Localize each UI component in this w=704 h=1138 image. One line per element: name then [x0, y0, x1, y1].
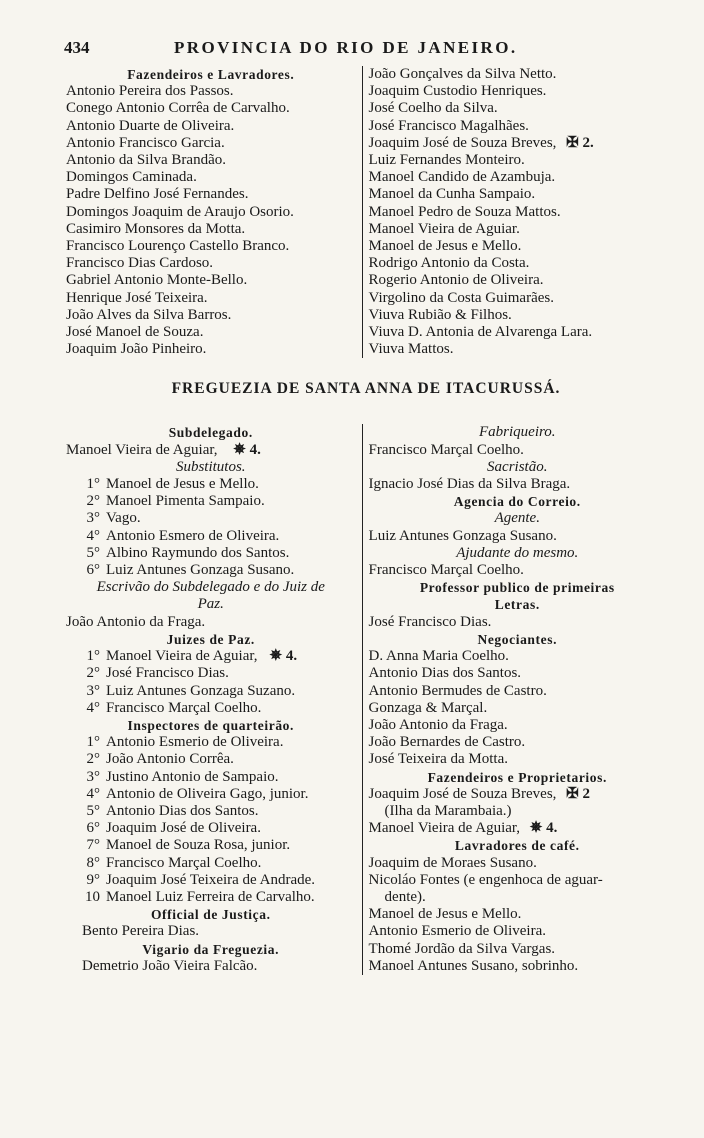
list-item: Nicoláo Fontes (e engenhoca de aguar-: [368, 871, 603, 888]
subdelegado-name: [66, 442, 356, 459]
list-item: Henrique José Teixeira.: [66, 289, 208, 306]
person-name: Manoel Vieira de Aguiar,: [66, 441, 218, 458]
list-item: [66, 648, 356, 665]
person-name: Manoel de Jesus e Mello.: [106, 476, 259, 493]
list-item: Antonio Dias dos Santos.: [368, 665, 522, 682]
professor-heading-cont: Letras.: [494, 597, 540, 613]
ordinal: 4°: [86, 785, 100, 802]
list-item: [369, 820, 666, 837]
running-header: [66, 38, 666, 66]
order-cross-icon: ✠ 2: [566, 785, 590, 802]
list-item: Francisco Lourenço Castello Branco.: [66, 238, 290, 255]
list-item: Antonio Esmerio de Oliveira.: [368, 923, 546, 940]
ordinal: 7°: [86, 837, 100, 854]
list-item: Rogerio Antonio de Oliveira.: [368, 272, 544, 289]
list-item: Antonio Bermudes de Castro.: [368, 682, 547, 699]
list-item: Padre Delfino José Fernandes.: [66, 186, 249, 203]
parish-section: [66, 424, 666, 975]
person-name: Antonio Esmerio de Oliveira.: [106, 734, 284, 751]
list-item: José Coelho da Silva.: [368, 100, 498, 117]
list-item: João Bernardes de Castro.: [368, 734, 526, 751]
list-item: [369, 135, 666, 152]
ordinal: 1°: [86, 648, 100, 665]
list-item: Manoel de Jesus e Mello.: [368, 906, 522, 923]
list-item: Joaquim Custodio Henriques.: [368, 83, 547, 100]
person-name: Albino Raymundo dos Santos.: [106, 544, 290, 561]
person-name: Manoel Vieira de Aguiar,: [368, 820, 521, 837]
sacristao-heading: Sacristão.: [487, 458, 548, 475]
list-item: Antonio Pereira dos Passos.: [66, 83, 234, 100]
list-item: Antonio Duarte de Oliveira.: [66, 117, 235, 134]
list-item: [66, 786, 356, 803]
juizes-heading: Juizes de Paz.: [166, 631, 255, 647]
subdelegado-heading: Subdelegado.: [168, 425, 253, 441]
list-item: [66, 510, 356, 527]
person-name: Antonio Dias dos Santos.: [106, 802, 259, 819]
substitutos-heading: Substitutos.: [175, 458, 246, 475]
person-name: Manoel Luiz Ferreira de Carvalho.: [106, 888, 315, 905]
ordinal: 8°: [86, 854, 100, 871]
ordinal: 2°: [86, 665, 100, 682]
list-item-cont: dente).: [384, 888, 426, 905]
ordinal: 1°: [86, 734, 100, 751]
fazendeiros-heading: Fazendeiros e Lavradores.: [127, 67, 295, 82]
person-name: Justino Antonio de Sampaio.: [106, 768, 279, 785]
list-item: João Alves da Silva Barros.: [66, 306, 232, 323]
list-item: [66, 837, 356, 854]
fazendeiros-proprietarios-heading: Fazendeiros e Proprietarios.: [427, 769, 607, 785]
top-right-column: [362, 66, 666, 358]
list-item: Joaquim João Pinheiro.: [66, 341, 207, 358]
list-item: Viuva D. Antonia de Alvarenga Lara.: [368, 324, 593, 341]
negociantes-heading: Negociantes.: [477, 631, 558, 647]
professor-heading: Professor publico de primeiras: [419, 580, 615, 596]
list-item: Virgolino da Costa Guimarães.: [368, 289, 554, 306]
ordinal: 3°: [86, 510, 100, 527]
parish-right-column: [362, 424, 666, 975]
page-title: PROVINCIA DO RIO DE JANEIRO.: [174, 38, 518, 57]
person-name: Vago.: [106, 510, 141, 527]
ordinal: 10: [85, 888, 100, 905]
page-number: 434: [64, 38, 90, 57]
list-item: [66, 562, 356, 579]
ordinal: 3°: [86, 768, 100, 785]
breves-name: Joaquim José de Souza Breves,: [368, 134, 557, 151]
ajudante-heading: Ajudante do mesmo.: [456, 544, 579, 561]
list-item: [369, 786, 666, 803]
list-item: João Gonçalves da Silva Netto.: [368, 66, 557, 82]
list-item: [66, 855, 356, 872]
vigario-name: Demetrio João Vieira Falcão.: [82, 957, 258, 974]
list-item: Francisco Dias Cardoso.: [66, 255, 214, 272]
agente-name: Luiz Antunes Gonzaga Susano.: [368, 527, 557, 544]
list-item: Gabriel Antonio Monte-Bello.: [66, 272, 248, 289]
page: [66, 38, 666, 975]
list-item: Gonzaga & Marçal.: [368, 699, 488, 716]
list-item: Manoel Pedro de Souza Mattos.: [368, 203, 561, 220]
person-name: Francisco Marçal Coelho.: [106, 854, 262, 871]
list-item: [66, 803, 356, 820]
list-item: [66, 751, 356, 768]
list-item: [66, 476, 356, 493]
list-item: [66, 700, 356, 717]
list-item: Thomé Jordão da Silva Vargas.: [368, 940, 556, 957]
ordinal: 1°: [86, 476, 100, 493]
list-item: Manoel da Cunha Sampaio.: [368, 186, 536, 203]
person-name: Luiz Antunes Gonzaga Susano.: [106, 562, 295, 579]
list-item: Manoel de Jesus e Mello.: [368, 238, 522, 255]
person-name: Joaquim José de Souza Breves,: [368, 785, 557, 802]
official-name: Bento Pereira Dias.: [82, 923, 200, 940]
person-name: João Antonio Corrêa.: [106, 751, 234, 768]
top-left-column: [66, 66, 362, 358]
list-item: Domingos Joaquim de Araujo Osorio.: [66, 203, 294, 220]
list-item: José Manoel de Souza.: [66, 324, 204, 341]
list-item: [66, 872, 356, 889]
person-name: Manoel de Souza Rosa, junior.: [106, 837, 291, 854]
list-item: [66, 769, 356, 786]
escrivao-name: João Antonio da Fraga.: [66, 613, 206, 630]
person-name: Francisco Marçal Coelho.: [106, 699, 262, 716]
person-name: Joaquim José Teixeira de Andrade.: [106, 871, 316, 888]
fabriqueiro-name: Francisco Marçal Coelho.: [368, 441, 524, 458]
list-item: [66, 734, 356, 751]
lavradores-cafe-heading: Lavradores de café.: [454, 838, 580, 854]
list-item: Manoel Vieira de Aguiar.: [368, 220, 520, 237]
ajudante-name: Francisco Marçal Coelho.: [368, 562, 524, 579]
sacristao-name: Ignacio José Dias da Silva Braga.: [368, 476, 571, 493]
escrivao-heading-cont: Paz.: [197, 596, 224, 613]
list-item: Casimiro Monsores da Motta.: [66, 220, 246, 237]
list-item: [66, 889, 356, 906]
order-rose-icon: ✵ 4.: [269, 648, 298, 665]
list-item: Manoel Antunes Susano, sobrinho.: [368, 957, 579, 974]
ordinal: 3°: [86, 682, 100, 699]
order-rose-icon: ✵ 4.: [233, 441, 261, 458]
section-title: FREGUEZIA DE SANTA ANNA DE ITACURUSSÁ.: [171, 380, 561, 398]
list-item: [66, 683, 356, 700]
ordinal: 5°: [86, 802, 100, 819]
list-item: Antonio da Silva Brandão.: [66, 152, 226, 169]
agencia-heading: Agencia do Correio.: [453, 494, 581, 510]
ordinal: 2°: [86, 751, 100, 768]
person-name: Joaquim José de Oliveira.: [106, 820, 261, 837]
list-item: José Francisco Magalhães.: [368, 117, 529, 134]
ordinal: 6°: [86, 820, 100, 837]
person-name: Antonio Esmero de Oliveira.: [106, 527, 280, 544]
ordinal: 9°: [86, 871, 100, 888]
list-item: Manoel Candido de Azambuja.: [368, 169, 556, 186]
list-item: Viuva Mattos.: [368, 341, 454, 358]
inspectores-heading: Inspectores de quarteirão.: [127, 717, 294, 733]
person-name: Manoel Pimenta Sampaio.: [106, 493, 265, 510]
list-item: [66, 820, 356, 837]
top-section: [66, 66, 666, 358]
official-heading: Official de Justiça.: [150, 907, 271, 923]
list-item: Joaquim de Moraes Susano.: [368, 854, 537, 871]
ordinal: 4°: [86, 699, 100, 716]
list-item: [66, 665, 356, 682]
list-item: [66, 493, 356, 510]
ordinal: 5°: [86, 544, 100, 561]
list-item: Conego Antonio Corrêa de Carvalho.: [66, 100, 290, 117]
person-name: Luiz Antunes Gonzaga Suzano.: [106, 682, 296, 699]
escrivao-heading: Escrivão do Subdelegado e do Juiz de: [96, 579, 325, 596]
order-rose-icon: ✵ 4.: [529, 820, 558, 837]
fabriqueiro-heading: Fabriqueiro.: [479, 424, 556, 441]
list-item: João Antonio da Fraga.: [368, 716, 508, 733]
order-cross-icon: ✠ 2.: [566, 134, 594, 151]
list-item: Viuva Rubião & Filhos.: [368, 306, 512, 323]
breves-note: (Ilha da Marambaia.): [384, 802, 512, 819]
list-item: Antonio Francisco Garcia.: [66, 134, 225, 151]
list-item: [66, 528, 356, 545]
list-item: [66, 545, 356, 562]
list-item: D. Anna Maria Coelho.: [368, 648, 509, 665]
ordinal: 4°: [86, 527, 100, 544]
list-item: José Teixeira da Motta.: [368, 751, 508, 768]
agente-heading: Agente.: [494, 510, 540, 527]
ordinal: 6°: [86, 562, 100, 579]
professor-name: José Francisco Dias.: [368, 613, 492, 630]
person-name: Antonio de Oliveira Gago, junior.: [106, 785, 309, 802]
list-item: Luiz Fernandes Monteiro.: [368, 152, 525, 169]
ordinal: 2°: [86, 493, 100, 510]
person-name: Manoel Vieira de Aguiar,: [106, 648, 258, 665]
vigario-heading: Vigario da Freguezia.: [142, 941, 280, 957]
list-item: Domingos Caminada.: [66, 169, 197, 186]
parish-left-column: [66, 424, 362, 975]
person-name: José Francisco Dias.: [106, 665, 229, 682]
list-item: Rodrigo Antonio da Costa.: [368, 255, 530, 272]
